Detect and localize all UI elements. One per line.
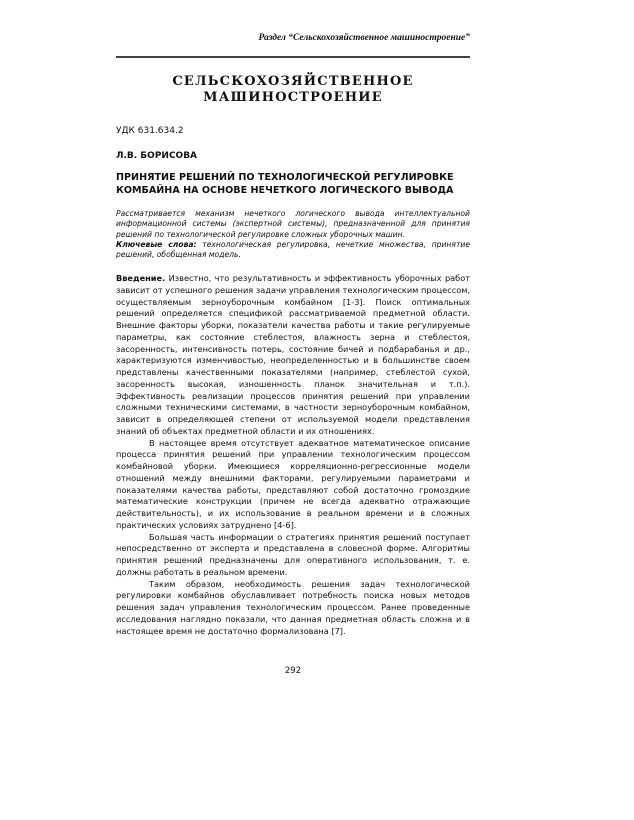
header-rule [116, 56, 470, 58]
article-body [116, 273, 470, 637]
author-name: Л.В. БОРИСОВА [116, 151, 198, 161]
paragraph-3: Большая часть информации о стратегиях принятия решений поступает непосредственно от эксперта и представлена в словесной форме. Алгоритмы принятия решений предназначены для оперативного использования, т. е. должны работать в реальном времени. [116, 531, 470, 577]
paragraph-2: В настоящее время отсутствует адекватное математическое описание процесса принятия решений при управлении технологическим процессом комбайновой уборки. Имеющиеся корреляционно-регрессионные модели отношений между внешними факторами, регулируемыми параметрами и показателями качества работы, представляют собой достаточно громоздкие математические конструкции (причем не всегда адекватно отражающие действительность), и их использование в реальном времени и в сложных практических условиях затруднено [4-6]. [116, 437, 470, 530]
keywords-text: технологическая регулировка, нечеткие множества, принятие решений, обобщенная модель. [116, 240, 470, 260]
article-title [116, 171, 470, 197]
paragraph-1-text: Известно, что результативность и эффективность уборочных работ зависит от успешного решения задачи управления технологическим процессом, осуществляемым зерноуборочным комбайном [1-3]. Поиск оптимальных решений определяется спецификой рассматриваемой предметной области. Внешние факторы уборки, показатели качества работы и такие регулируемые параметры, как состояние стеблестоя, влажность зерна и стеблестоя, засоренность, интенсивность потерь, состояние бичей и подбарабанья и др., характеризуются изменчивостью, неопределенностью и в большинстве своем представлены качественными показателями (например, стеблестой сухой, засоренность высокая, изношенность планок значительная и т.п.). Эффективность реализации процессов принятия решений при управлении сложными техническими системами, в частности зерноуборочным комбайном, зависит в определяющей степени от используемой модели представления знаний об объектах предметной области и их отношениях. [116, 273, 470, 436]
paragraph-intro [116, 273, 470, 438]
udk-code: УДК 631.634.2 [116, 126, 184, 136]
section-title-line2: МАШИНОСТРОЕНИЕ [203, 90, 383, 105]
article-title-line2: КОМБАЙНА НА ОСНОВЕ НЕЧЕТКОГО ЛОГИЧЕСКОГО ВЫВОДА [116, 185, 454, 196]
paragraph-4: Таким образом, необходимость решения задач технологической регулировки комбайнов обуславливает потребность поиска новых методов решения задач управления технологическим процессом. Ранее проведенные исследования наглядно показали, что данная предметная область сложна и в настоящее время не достаточно формализована [7]. [116, 578, 470, 636]
abstract: Рассматривается механизм нечеткого логического вывода интеллектуальной информационной системы (экспертной системы), предназначенной для принятия решений по технологической регулировке сложных уборочных машин. [116, 209, 470, 239]
intro-label: Введение. [116, 273, 166, 283]
keywords-label: Ключевые слова: [116, 240, 197, 249]
article-title-line1: ПРИНЯТИЕ РЕШЕНИЙ ПО ТЕХНОЛОГИЧЕСКОЙ РЕГУЛИРОВКЕ [116, 172, 454, 183]
running-head: Раздел “Сельскохозяйственное машиностроение” [258, 33, 470, 43]
keywords [116, 240, 470, 261]
page-number: 292 [284, 666, 302, 676]
section-title [116, 74, 470, 106]
section-title-line1: СЕЛЬСКОХОЗЯЙСТВЕННОЕ [172, 74, 414, 89]
